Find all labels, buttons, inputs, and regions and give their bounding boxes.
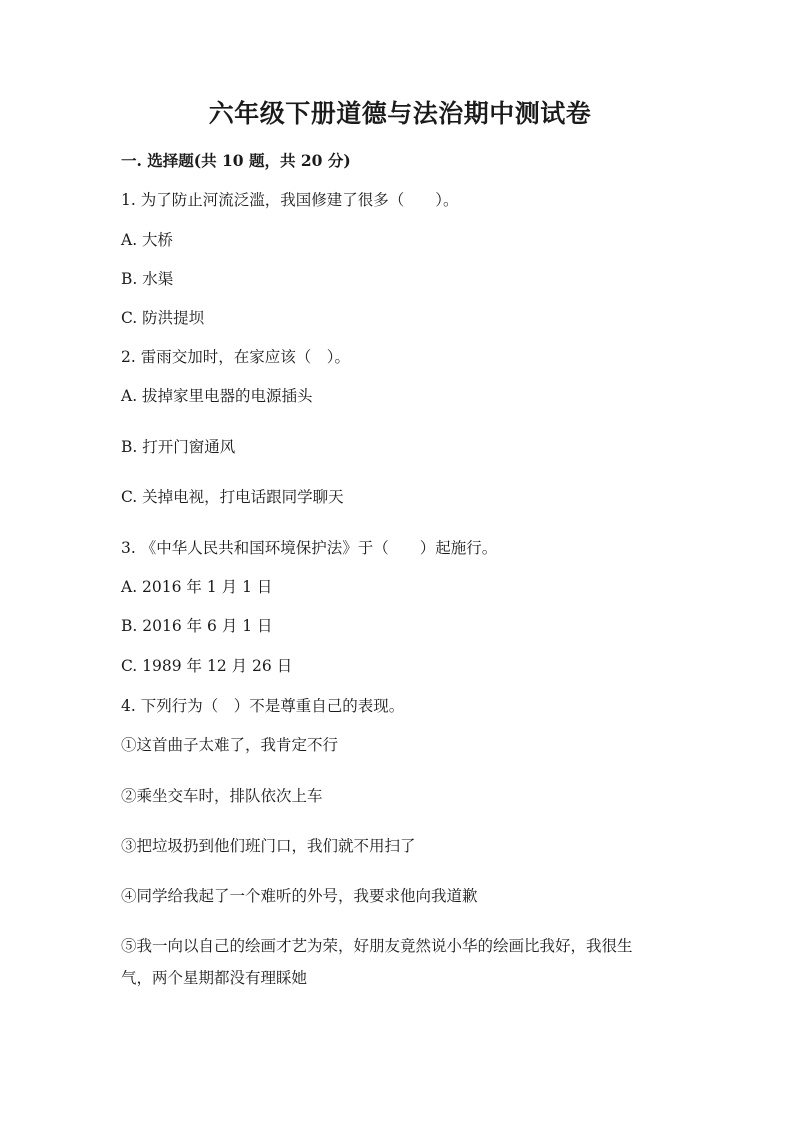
question-2-option-c: C. 关掉电视，打电话跟同学聊天 bbox=[121, 488, 344, 506]
question-4-item-2: ②乘坐交车时，排队依次上车 bbox=[121, 787, 323, 805]
question-3-option-a: A. 2016 年 1 月 1 日 bbox=[121, 578, 273, 596]
question-4-item-5-line-2: 气，两个星期都没有理睬她 bbox=[121, 969, 308, 987]
question-4-item-3: ③把垃圾扔到他们班门口，我们就不用扫了 bbox=[121, 837, 416, 855]
question-1-option-b: B. 水渠 bbox=[121, 270, 174, 288]
question-1-option-c: C. 防洪提坝 bbox=[121, 309, 205, 327]
document-title: 六年级下册道德与法治期中测试卷 bbox=[208, 99, 592, 128]
question-3-stem: 3. 《中华人民共和国环境保护法》于（ ）起施行。 bbox=[121, 539, 498, 557]
section-heading: 一. 选择题(共 10 题，共 20 分) bbox=[121, 151, 351, 170]
question-2-option-b: B. 打开门窗通风 bbox=[121, 438, 236, 456]
question-3-option-b: B. 2016 年 6 月 1 日 bbox=[121, 617, 273, 635]
question-4-item-1: ①这首曲子太难了，我肯定不行 bbox=[121, 736, 339, 754]
question-4-stem: 4. 下列行为（ ）不是尊重自己的表现。 bbox=[121, 697, 405, 715]
question-2-option-a: A. 拔掉家里电器的电源插头 bbox=[121, 387, 313, 405]
question-4-item-5-line-1: ⑤我一向以自己的绘画才艺为荣，好朋友竟然说小华的绘画比我好，我很生 bbox=[121, 937, 633, 955]
question-3-option-c: C. 1989 年 12 月 26 日 bbox=[121, 657, 293, 675]
question-1-option-a: A. 大桥 bbox=[121, 231, 174, 249]
question-4-item-4: ④同学给我起了一个难听的外号，我要求他向我道歉 bbox=[121, 887, 478, 905]
question-2-stem: 2. 雷雨交加时，在家应该（ ）。 bbox=[121, 348, 350, 366]
question-1-stem: 1. 为了防止河流泛滥，我国修建了很多（ ）。 bbox=[121, 191, 459, 209]
